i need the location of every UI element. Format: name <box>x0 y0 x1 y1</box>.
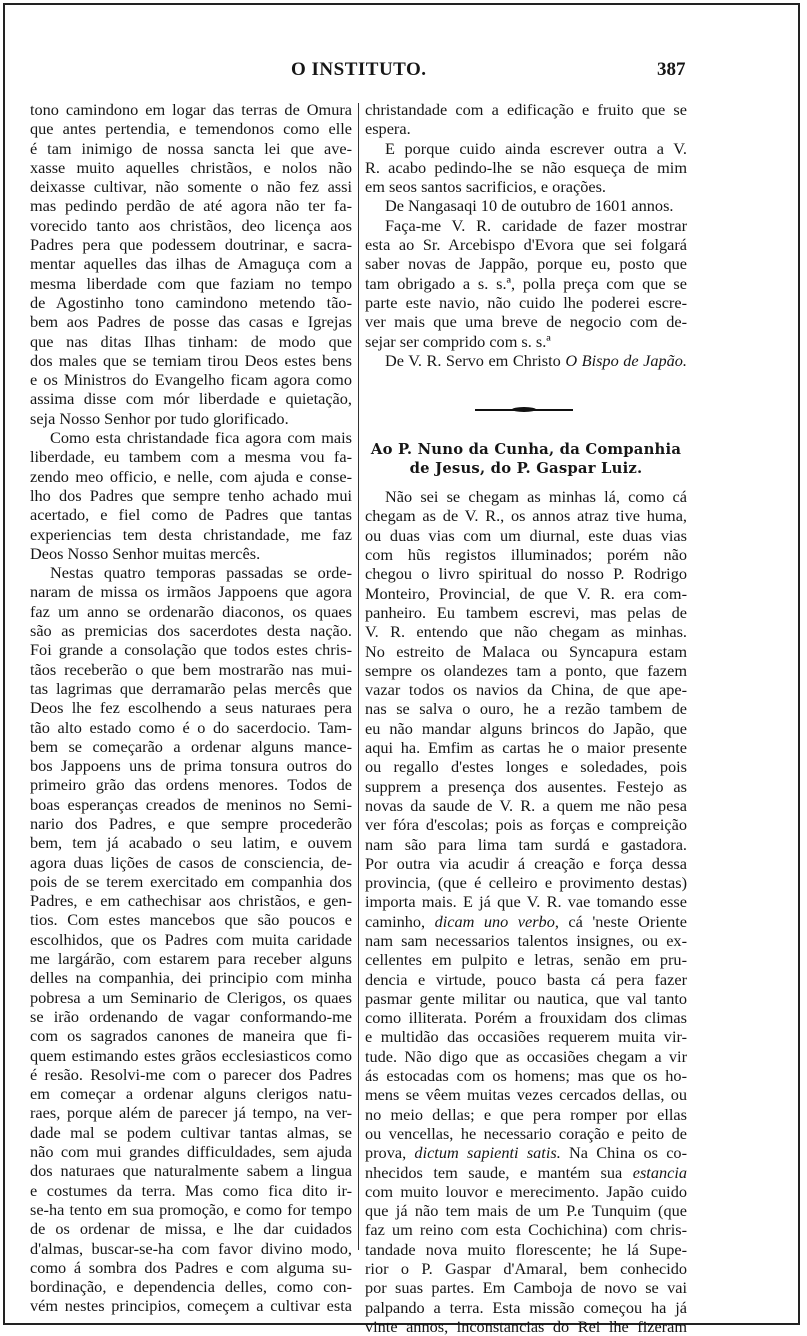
text-line: chegou o livro spiritual do nosso P. Rodrigo <box>365 564 687 584</box>
text-line: supprem a presença dos ausentes. Festejo as <box>365 776 687 796</box>
text-line: Foi grande a consolação que todos estes chris- <box>30 640 352 660</box>
text-line: provincia, (que é celleiro e provimento destas) <box>365 873 687 893</box>
text-line: De Nangasaqi 10 de outubro de 1601 annos. <box>385 196 674 216</box>
text-line: tios. Com estes mancebos que são poucos e <box>30 910 352 930</box>
italic-word: estancia <box>632 1162 687 1182</box>
italic-phrase: dictum sapienti satis. <box>414 1143 561 1163</box>
text-line: ou vencellas, he necessario coração e peito de <box>365 1123 687 1143</box>
text-line: faz um reino com esta Cochichina) com chris- <box>365 1220 687 1240</box>
text-line: d'almas, buscar-se-ha com favor divino modo, <box>30 1238 352 1258</box>
page-number: 387 <box>657 59 686 80</box>
text-line: nam sam necessarios talentos insignes, ou ex- <box>365 930 687 950</box>
text-line: com hũs registos illuminados; porém não <box>365 545 687 565</box>
text-line: bos Jappoens uns de prima tonsura outros do <box>30 756 352 776</box>
text-line: Deos Nosso Senhor muitas mercês. <box>30 543 261 563</box>
text-line: escolhidos, que os Padres com muita caridade <box>30 929 352 949</box>
book-page <box>3 3 800 1336</box>
text-line: Padres pera que podessem doutrinar, e sacra- <box>30 235 352 255</box>
text-line: é resão. Resolvi-me com o parecer dos Padres <box>30 1064 352 1084</box>
text-line: tão alto estado como é o do sacerdocio. Tam- <box>30 717 352 737</box>
text-line: nas se salva o ouro, he a rezão tambem de <box>365 699 687 719</box>
text-line: como illiterata. Porém a frouxidam dos climas <box>365 1008 687 1028</box>
text-line: sejar ser comprido com s. s.ª <box>365 331 551 351</box>
text-line: assima disse com mór liberdade e quietação, <box>30 389 352 409</box>
section-gap <box>365 370 687 402</box>
text-line: acertado, e fiel como de Padres que tantas <box>30 505 352 525</box>
text-line: com muito louvor e merecimento. Japão cuido <box>365 1181 687 1201</box>
text-line: bem se começarão a ordenar alguns mance- <box>30 736 352 756</box>
text-line: nam são para lima tam surdá e gastadora. <box>365 834 687 854</box>
text-line: Como esta christandade fica agora com mais <box>50 428 352 448</box>
text-line: Por outra via acudir á creação e força dessa <box>365 853 687 873</box>
signature-line: De V. R. Servo em Christo O Bispo de Japão. <box>385 350 687 370</box>
text-line: dade mal se podem cultivar tantas almas, se <box>30 1122 352 1142</box>
text-line: rior o P. Gaspar d'Amaral, bem conhecido <box>365 1259 687 1279</box>
text-line: que nas ditas Ilhas tinham: de modo que <box>30 331 352 351</box>
text-line: tude. Não digo que as occasiões chegam a vir <box>365 1046 687 1066</box>
text-line: caminho, dicam uno verbo, cá 'neste Oriente <box>365 911 687 931</box>
text-line: chegam as de V. R., os annos atraz tive huma, <box>365 506 687 526</box>
text-line: aqui ha. Emfim as cartas he o maior presente <box>365 738 687 758</box>
text-line: parte este navio, não cuido lhe poderei escre- <box>365 292 687 312</box>
text-line: que antes pertendia, e temendonos como elle <box>30 119 352 139</box>
text-line: xasse muito aquelles christãos, e nolos não <box>30 157 352 177</box>
text-line: palpando a terra. Esta missão começou ha já <box>365 1297 687 1317</box>
text-line: nhecidos tem saude, e mantém sua estancia <box>365 1162 687 1182</box>
text-line: importa mais. E já que V. R. vae tomando esse <box>365 892 687 912</box>
text-line: de Agostinho tono camindono metendo tão- <box>30 292 352 312</box>
text-line: vorecido tanto aos christãos, deo licença aos <box>30 215 352 235</box>
text-line: pois de se terem exercitado em companhia dos <box>30 871 352 891</box>
text-line: saber novas de Jappão, porque eu, posto que <box>365 254 687 274</box>
text-line: V. R. entendo que não chegam as minhas. <box>365 622 687 642</box>
text-line: espera. <box>365 119 411 139</box>
text-line: seja Nosso Senhor por tudo glorificado. <box>30 408 289 428</box>
text-line: são as premicias dos sacerdotes desta nação. <box>30 621 352 641</box>
text-line: Não sei se chegam as minhas lá, como cá <box>385 487 687 507</box>
text-line: é tam inimigo de nossa sancta lei que ave- <box>30 138 352 158</box>
text-line: primeiro grão das ordens menores. Todos de <box>30 775 352 795</box>
article-body <box>365 487 687 1336</box>
right-column <box>365 100 687 1336</box>
text-line: não com mui grandes difficuldades, sem ajuda <box>30 1142 352 1162</box>
text-line: delles na companhia, dei principio com minha <box>30 968 352 988</box>
text-line: raes, porque além de parecer já tempo, na ver- <box>30 1103 352 1123</box>
text-line: ás estocadas com os homens; mas que os ho- <box>365 1066 687 1086</box>
text-line: naram de missa os irmãos Jappoens que agora <box>30 582 352 602</box>
text-line: vazar todos os navios da China, de que ape- <box>365 680 687 700</box>
text-line: dos males que se temiam tirou Deos estes bens <box>30 350 352 370</box>
text-line: pasmar gente militar ou nautica, que val tanto <box>365 988 687 1008</box>
signature-name: O Bispo de Japão. <box>565 350 687 370</box>
column-divider <box>358 103 359 1250</box>
text-line: panheiro. Eu tambem escrevi, mas pelas de <box>365 602 687 622</box>
text-line: quem estimando estes grãos ecclesiasticos como <box>30 1045 352 1065</box>
text-line: zendo meo officio, e nelle, com ajuda e conse- <box>30 466 352 486</box>
text-line: Deos lhe fez escolhendo a seus naturaes pera <box>30 698 352 718</box>
text-line: Nestas quatro temporas passadas se orde- <box>50 563 352 583</box>
article-title-line-1: Ao P. Nuno da Cunha, da Companhia <box>370 441 682 459</box>
text-line: mas pedindo perdão de até agora não ter fa- <box>30 196 352 216</box>
text-line: ou regallo d'estes longes e soledades, pois <box>365 757 687 777</box>
text-line: por suas partes. Em Camboja de novo se vai <box>365 1278 687 1298</box>
text-line: Faça-me V. R. caridade de fazer mostrar <box>385 215 687 235</box>
text-line: boas esperanças creados de meninos no Semi- <box>30 794 352 814</box>
text-line: tãos receberão o que bem mostrarão nas mui- <box>30 659 352 679</box>
text-line: nario dos Padres, e que sempre procederão <box>30 813 352 833</box>
text-line: bordinação, e dependencia delles, como con- <box>30 1277 352 1297</box>
text-line: liberdade, eu tambem com a mesma vou fa- <box>30 447 352 467</box>
text-line: como á sombra dos Padres e com alguma su- <box>30 1257 352 1277</box>
running-header <box>5 59 798 85</box>
text-line: se irão ordenando de vagar conformando-me <box>30 1006 352 1026</box>
text-line: mesma liberdade com que faziam no tempo <box>30 273 352 293</box>
text-line: no meio dellas; e que pera romper por ellas <box>365 1104 687 1124</box>
text-line: novas da saude de V. R. a quem me não pesa <box>365 795 687 815</box>
text-line: vinte annos, inconstancias do Rei lhe fizeram <box>365 1316 687 1336</box>
text-line: Padres, e em cathechisar aos christãos, e gen- <box>30 891 352 911</box>
text-line: faz um anno se ordenarão diaconos, os quaes <box>30 601 352 621</box>
text-line: me largárão, com estarem para receber alguns <box>30 949 352 969</box>
ornamental-rule <box>365 402 687 422</box>
text-line: se-ha tento em sua promoção, e como for tempo <box>30 1199 352 1219</box>
text-line: cellentes em pulpito e letras, senão em pru- <box>365 950 687 970</box>
text-line: R. acabo pedindo-lhe se não esqueça de mim <box>365 157 687 177</box>
text-line: tandade nova muito florescente; he lá Supe- <box>365 1239 687 1259</box>
text-line: No estreito de Malaca ou Syncapura estam <box>365 641 687 661</box>
text-line: sempre os olandezes tam a ponto, que fazem <box>365 660 687 680</box>
text-line: e costumes da terra. Mas como fica dito ir- <box>30 1180 352 1200</box>
text-line: bem aos Padres de posse das casas e Igrejas <box>30 312 352 332</box>
text-line: mentar aquelles das ilhas de Amaguça com a <box>30 254 352 274</box>
text-line: agora duas lições de casos de consciencia, de- <box>30 852 352 872</box>
text-line: ver fóra d'escolas; pois as forças e compreição <box>365 815 687 835</box>
journal-title: O INSTITUTO. <box>291 59 427 80</box>
letter-ending <box>365 100 687 351</box>
text-line: e multidão das occasiões requerem muita vir- <box>365 1027 687 1047</box>
text-line: bem, tem já acabado o seu latim, e ouvem <box>30 833 352 853</box>
italic-phrase: dicam uno verbo <box>434 911 555 931</box>
text-line: tono camindono em logar das terras de Omura <box>30 100 352 119</box>
text-line: que já não tem mais de um P.e Tunquim (que <box>365 1201 687 1221</box>
text-line: em começar a ordenar alguns clerigos natu- <box>30 1084 352 1104</box>
text-line: dos naturaes que naturalmente sabem a lingua <box>30 1161 352 1181</box>
text-line: ver mais que uma breve de negocio com de- <box>365 312 687 332</box>
left-column <box>30 100 352 1316</box>
text-line: ou duas vias com um diurnal, este duas vias <box>365 525 687 545</box>
text-line: experiencias tem desta christandade, me faz <box>30 524 352 544</box>
text-line: Monteiro, Provincial, de que V. R. era com- <box>365 583 687 603</box>
text-line: esta ao Sr. Arcebispo d'Evora que sei folgará <box>365 235 687 255</box>
text-line: com os sagrados canones de maneira que fi- <box>30 1026 352 1046</box>
text-line: dencia e virtude, pouco basta cá pera fazer <box>365 969 687 989</box>
text-line: em seos santos sacrificios, e orações. <box>365 177 606 197</box>
text-line: christandade com a edificação e fruito que se <box>365 100 687 119</box>
text-line: prova, dictum sapienti satis. Na China os co- <box>365 1143 687 1163</box>
article-title-line-2: de Jesus, do P. Gaspar Luiz. <box>409 460 643 478</box>
text-line: e os Ministros do Evangelho ficam agora como <box>30 370 352 390</box>
text-line: tam obrigado a s. s.ª, polla preça com que se <box>365 273 687 293</box>
text-line: lho dos Padres que sempre tenho achado mui <box>30 485 352 505</box>
text-line: vém nestes principios, começem a cultivar esta <box>30 1296 352 1316</box>
text-line: deixasse cultivar, não somente o não fez assi <box>30 177 352 197</box>
text-line: de os ordenar de missa, e lhe dar cuidados <box>30 1219 352 1239</box>
text-line: mens se vêem muitas vezes cercados dellas, ou <box>365 1085 687 1105</box>
text-line: pobresa a um Seminario de Clerigos, os quaes <box>30 987 352 1007</box>
text-line: tas lagrimas que derramarão pelas mercês que <box>30 678 352 698</box>
text-line: E porque cuido ainda escrever outra a V. <box>385 138 687 158</box>
text-line: eu não mandar alguns brincos do Japão, que <box>365 718 687 738</box>
